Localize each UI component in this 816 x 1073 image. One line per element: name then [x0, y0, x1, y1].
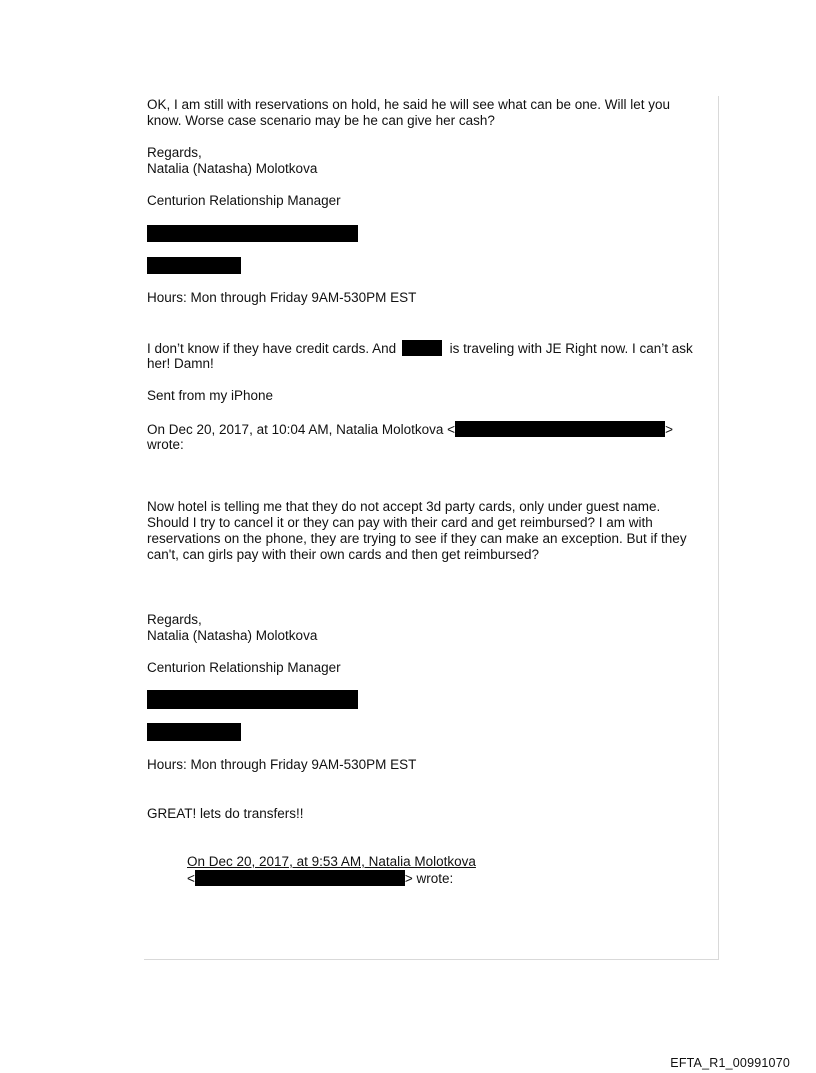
reply-header — [147, 421, 673, 438]
reply-header-text: On Dec 20, 2017, at 10:04 AM, Natalia Molotkova < — [147, 422, 456, 437]
message-line: reservations on the phone, they are trying to see if they can make an exception. But if they — [147, 531, 687, 546]
signature-title: Centurion Relationship Manager — [147, 193, 341, 208]
redaction-box — [147, 723, 241, 741]
signature-hours: Hours: Mon through Friday 9AM-530PM EST — [147, 290, 417, 305]
redaction-box — [455, 421, 665, 437]
signature-name: Natalia (Natasha) Molotkova — [147, 161, 318, 176]
redaction-box — [402, 340, 442, 356]
bates-number: EFTA_R1_00991070 — [670, 1056, 790, 1070]
quoted-header — [187, 870, 453, 887]
signature-name: Natalia (Natasha) Molotkova — [147, 628, 318, 643]
reply-header-text: > — [665, 422, 673, 437]
message-line: GREAT! lets do transfers!! — [147, 806, 304, 821]
message-line: OK, I am still with reservations on hold, he said he will see what can be one. Will let you — [147, 97, 670, 112]
signature-hours: Hours: Mon through Friday 9AM-530PM EST — [147, 757, 417, 772]
message-text: I don’t know if they have credit cards. And — [147, 341, 397, 356]
redaction-box — [147, 257, 241, 274]
redaction-box — [147, 225, 358, 242]
message-line: Now hotel is telling me that they do not accept 3d party cards, only under guest name. — [147, 499, 661, 514]
message-line: her! Damn! — [147, 356, 214, 371]
reply-header-wrote: wrote: — [147, 437, 184, 452]
signature-title: Centurion Relationship Manager — [147, 660, 341, 675]
signature-regards: Regards, — [147, 612, 202, 627]
quoted-header-text: > wrote: — [404, 871, 454, 886]
message-line: Should I try to cancel it or they can pay with their card and get reimbursed? I am with — [147, 515, 653, 530]
quoted-header-text: < — [187, 871, 195, 886]
message-line: can't, can girls pay with their own cards and then get reimbursed? — [147, 547, 540, 562]
redaction-box — [147, 690, 358, 709]
quoted-header: On Dec 20, 2017, at 9:53 AM, Natalia Molotkova — [187, 854, 476, 869]
sent-from: Sent from my iPhone — [147, 388, 274, 403]
message-line: know. Worse case scenario may be he can give her cash? — [147, 113, 495, 128]
redaction-box — [195, 870, 405, 886]
message-line — [147, 340, 693, 357]
message-text: is traveling with JE Right now. I can’t ask — [449, 341, 693, 356]
signature-regards: Regards, — [147, 145, 202, 160]
